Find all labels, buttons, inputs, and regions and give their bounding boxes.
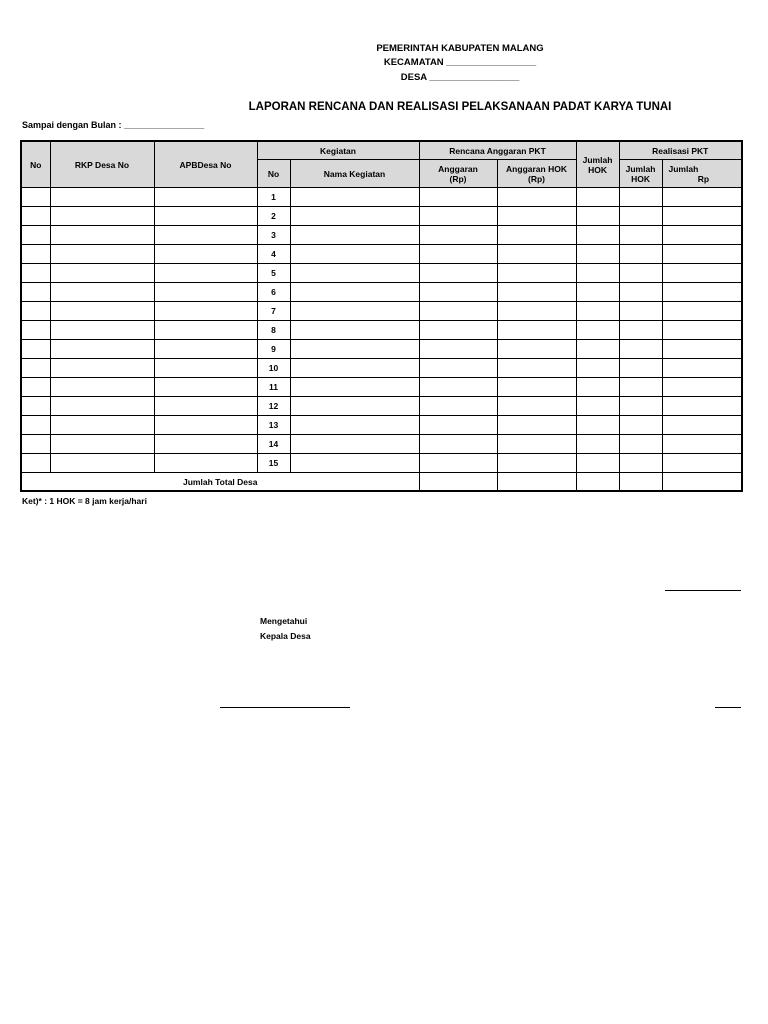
cell-rkp[interactable] [50, 378, 154, 397]
periode-label: Sampai dengan Bulan : ________________ [22, 120, 205, 130]
report-table [20, 140, 743, 492]
cell-kegiatan-no: 14 [257, 435, 290, 454]
cell-kegiatan-no: 13 [257, 416, 290, 435]
cell-anggaran[interactable] [419, 435, 497, 454]
cell-no[interactable] [21, 245, 50, 264]
cell-jumlah-hok[interactable] [576, 416, 619, 435]
table-row [21, 454, 742, 473]
cell-no[interactable] [21, 226, 50, 245]
cell-anggaran[interactable] [419, 302, 497, 321]
cell-apbdesa[interactable] [154, 283, 257, 302]
total-cell-jumlah-hok[interactable] [576, 473, 619, 492]
table-row [21, 207, 742, 226]
cell-rkp[interactable] [50, 245, 154, 264]
cell-nama-kegiatan[interactable] [290, 302, 419, 321]
cell-real-hok[interactable] [619, 397, 662, 416]
cell-real-hok[interactable] [619, 188, 662, 207]
cell-anggaran[interactable] [419, 378, 497, 397]
cell-real-rp[interactable] [662, 264, 742, 283]
cell-rkp[interactable] [50, 435, 154, 454]
table-row [21, 416, 742, 435]
table-row [21, 226, 742, 245]
col-header-apbdesa: APBDesa No [154, 141, 257, 188]
cell-rkp[interactable] [50, 359, 154, 378]
col-header-rencana: Rencana Anggaran PKT [419, 141, 576, 160]
cell-apbdesa[interactable] [154, 264, 257, 283]
cell-apbdesa[interactable] [154, 207, 257, 226]
cell-nama-kegiatan[interactable] [290, 397, 419, 416]
cell-anggaran[interactable] [419, 454, 497, 473]
cell-anggaran-hok[interactable] [497, 188, 576, 207]
cell-real-rp[interactable] [662, 302, 742, 321]
cell-nama-kegiatan[interactable] [290, 435, 419, 454]
cell-real-rp[interactable] [662, 207, 742, 226]
cell-real-rp[interactable] [662, 435, 742, 454]
cell-real-hok[interactable] [619, 340, 662, 359]
cell-real-rp[interactable] [662, 454, 742, 473]
cell-kegiatan-no: 1 [257, 188, 290, 207]
date-signature-line [665, 590, 741, 591]
cell-real-hok[interactable] [619, 378, 662, 397]
cell-no[interactable] [21, 359, 50, 378]
total-cell-anggaran[interactable] [419, 473, 497, 492]
cell-no[interactable] [21, 416, 50, 435]
col-header-real-rp-label: Rp [697, 173, 710, 184]
cell-kegiatan-no: 4 [257, 245, 290, 264]
cell-nama-kegiatan[interactable] [290, 245, 419, 264]
cell-rkp[interactable] [50, 340, 154, 359]
cell-apbdesa[interactable] [154, 397, 257, 416]
cell-kegiatan-no: 6 [257, 283, 290, 302]
cell-jumlah-hok[interactable] [576, 321, 619, 340]
cell-rkp[interactable] [50, 283, 154, 302]
cell-real-rp[interactable] [662, 188, 742, 207]
total-cell-anggaran-hok[interactable] [497, 473, 576, 492]
cell-real-rp[interactable] [662, 359, 742, 378]
cell-real-rp[interactable] [662, 226, 742, 245]
cell-real-rp[interactable] [662, 321, 742, 340]
cell-anggaran-hok[interactable] [497, 302, 576, 321]
cell-anggaran-hok[interactable] [497, 226, 576, 245]
cell-nama-kegiatan[interactable] [290, 188, 419, 207]
cell-jumlah-hok[interactable] [576, 454, 619, 473]
cell-anggaran-hok[interactable] [497, 207, 576, 226]
cell-real-hok[interactable] [619, 264, 662, 283]
cell-anggaran-hok[interactable] [497, 321, 576, 340]
table-row [21, 359, 742, 378]
cell-real-rp[interactable] [662, 283, 742, 302]
cell-real-hok[interactable] [619, 226, 662, 245]
cell-anggaran[interactable] [419, 245, 497, 264]
cell-rkp[interactable] [50, 207, 154, 226]
keterangan-note: Ket)* : 1 HOK = 8 jam kerja/hari [22, 496, 147, 506]
cell-real-rp[interactable] [662, 416, 742, 435]
table-row [21, 397, 742, 416]
total-cell-real-rp[interactable] [662, 473, 742, 492]
cell-kegiatan-no: 12 [257, 397, 290, 416]
cell-anggaran-hok[interactable] [497, 416, 576, 435]
cell-real-hok[interactable] [619, 245, 662, 264]
cell-anggaran[interactable] [419, 264, 497, 283]
cell-anggaran[interactable] [419, 416, 497, 435]
cell-no[interactable] [21, 340, 50, 359]
total-label: Jumlah Total Desa [21, 473, 419, 492]
col-header-real-jumlah-rp [662, 160, 742, 188]
cell-apbdesa[interactable] [154, 226, 257, 245]
cell-jumlah-hok[interactable] [576, 378, 619, 397]
report-title: LAPORAN RENCANA DAN REALISASI PELAKSANAAN PADAT KARYA TUNAI [248, 101, 672, 113]
table-row [21, 245, 742, 264]
cell-kegiatan-no: 10 [257, 359, 290, 378]
cell-anggaran-hok[interactable] [497, 359, 576, 378]
cell-jumlah-hok[interactable] [576, 397, 619, 416]
cell-anggaran[interactable] [419, 283, 497, 302]
cell-no[interactable] [21, 454, 50, 473]
cell-anggaran[interactable] [419, 207, 497, 226]
cell-kegiatan-no: 7 [257, 302, 290, 321]
cell-nama-kegiatan[interactable] [290, 340, 419, 359]
col-header-kegiatan-no: No [257, 160, 290, 188]
cell-apbdesa[interactable] [154, 454, 257, 473]
table-row [21, 264, 742, 283]
cell-anggaran[interactable] [419, 359, 497, 378]
table-row [21, 321, 742, 340]
cell-jumlah-hok[interactable] [576, 207, 619, 226]
col-header-kegiatan: Kegiatan [257, 141, 419, 160]
right-signature-line [715, 707, 741, 708]
col-header-no: No [21, 141, 50, 188]
cell-real-rp[interactable] [662, 397, 742, 416]
cell-rkp[interactable] [50, 416, 154, 435]
cell-rkp[interactable] [50, 264, 154, 283]
cell-real-rp[interactable] [662, 340, 742, 359]
cell-no[interactable] [21, 207, 50, 226]
cell-kegiatan-no: 9 [257, 340, 290, 359]
cell-kegiatan-no: 11 [257, 378, 290, 397]
cell-apbdesa[interactable] [154, 245, 257, 264]
cell-apbdesa[interactable] [154, 302, 257, 321]
table-row [21, 378, 742, 397]
cell-anggaran-hok[interactable] [497, 264, 576, 283]
cell-anggaran[interactable] [419, 226, 497, 245]
cell-rkp[interactable] [50, 397, 154, 416]
cell-apbdesa[interactable] [154, 188, 257, 207]
cell-anggaran-hok[interactable] [497, 397, 576, 416]
col-header-real-jumlah-hok: Jumlah HOK [619, 160, 662, 188]
cell-apbdesa[interactable] [154, 359, 257, 378]
cell-jumlah-hok[interactable] [576, 340, 619, 359]
cell-real-hok[interactable] [619, 283, 662, 302]
header-desa: DESA _________________ [400, 72, 520, 83]
col-header-jumlah-hok: Jumlah HOK [576, 141, 619, 188]
cell-nama-kegiatan[interactable] [290, 359, 419, 378]
cell-nama-kegiatan[interactable] [290, 207, 419, 226]
cell-anggaran-hok[interactable] [497, 340, 576, 359]
cell-jumlah-hok[interactable] [576, 226, 619, 245]
cell-nama-kegiatan[interactable] [290, 321, 419, 340]
cell-real-hok[interactable] [619, 435, 662, 454]
cell-anggaran-hok[interactable] [497, 435, 576, 454]
col-header-anggaran-hok: Anggaran HOK (Rp) [497, 160, 576, 188]
cell-real-hok[interactable] [619, 359, 662, 378]
table-row [21, 302, 742, 321]
cell-rkp[interactable] [50, 226, 154, 245]
cell-nama-kegiatan[interactable] [290, 454, 419, 473]
cell-kegiatan-no: 5 [257, 264, 290, 283]
cell-no[interactable] [21, 321, 50, 340]
col-header-anggaran: Anggaran (Rp) [419, 160, 497, 188]
cell-anggaran-hok[interactable] [497, 378, 576, 397]
cell-jumlah-hok[interactable] [576, 283, 619, 302]
cell-nama-kegiatan[interactable] [290, 226, 419, 245]
cell-jumlah-hok[interactable] [576, 359, 619, 378]
cell-anggaran[interactable] [419, 321, 497, 340]
col-header-realisasi: Realisasi PKT [619, 141, 742, 160]
col-header-real-jumlah-label: Jumlah [668, 163, 699, 174]
cell-real-hok[interactable] [619, 302, 662, 321]
table-row [21, 340, 742, 359]
total-cell-real-hok[interactable] [619, 473, 662, 492]
cell-real-hok[interactable] [619, 207, 662, 226]
cell-no[interactable] [21, 264, 50, 283]
cell-jumlah-hok[interactable] [576, 435, 619, 454]
cell-apbdesa[interactable] [154, 340, 257, 359]
cell-nama-kegiatan[interactable] [290, 378, 419, 397]
cell-apbdesa[interactable] [154, 378, 257, 397]
kepala-desa-label: Kepala Desa [260, 631, 311, 641]
cell-no[interactable] [21, 302, 50, 321]
cell-kegiatan-no: 15 [257, 454, 290, 473]
cell-no[interactable] [21, 378, 50, 397]
cell-anggaran[interactable] [419, 188, 497, 207]
cell-no[interactable] [21, 188, 50, 207]
cell-anggaran[interactable] [419, 397, 497, 416]
table-row [21, 188, 742, 207]
table-row [21, 283, 742, 302]
header-kecamatan: KECAMATAN _________________ [383, 57, 537, 68]
cell-jumlah-hok[interactable] [576, 302, 619, 321]
header-pemerintah: PEMERINTAH KABUPATEN MALANG [376, 43, 544, 54]
kepala-desa-signature-line [220, 707, 350, 708]
cell-real-hok[interactable] [619, 416, 662, 435]
cell-apbdesa[interactable] [154, 435, 257, 454]
cell-nama-kegiatan[interactable] [290, 416, 419, 435]
table-body [21, 188, 742, 473]
cell-anggaran-hok[interactable] [497, 454, 576, 473]
cell-nama-kegiatan[interactable] [290, 264, 419, 283]
cell-anggaran-hok[interactable] [497, 283, 576, 302]
col-header-rkp: RKP Desa No [50, 141, 154, 188]
cell-real-hok[interactable] [619, 454, 662, 473]
cell-kegiatan-no: 2 [257, 207, 290, 226]
cell-no[interactable] [21, 435, 50, 454]
cell-anggaran[interactable] [419, 340, 497, 359]
cell-real-rp[interactable] [662, 245, 742, 264]
cell-apbdesa[interactable] [154, 416, 257, 435]
cell-kegiatan-no: 8 [257, 321, 290, 340]
cell-rkp[interactable] [50, 454, 154, 473]
cell-rkp[interactable] [50, 321, 154, 340]
cell-jumlah-hok[interactable] [576, 264, 619, 283]
cell-rkp[interactable] [50, 188, 154, 207]
cell-apbdesa[interactable] [154, 321, 257, 340]
cell-real-rp[interactable] [662, 378, 742, 397]
cell-nama-kegiatan[interactable] [290, 283, 419, 302]
table-row [21, 435, 742, 454]
cell-real-hok[interactable] [619, 321, 662, 340]
col-header-nama-kegiatan: Nama Kegiatan [290, 160, 419, 188]
mengetahui-label: Mengetahui [260, 616, 308, 626]
cell-jumlah-hok[interactable] [576, 188, 619, 207]
cell-jumlah-hok[interactable] [576, 245, 619, 264]
cell-kegiatan-no: 3 [257, 226, 290, 245]
cell-anggaran-hok[interactable] [497, 245, 576, 264]
cell-no[interactable] [21, 283, 50, 302]
cell-rkp[interactable] [50, 302, 154, 321]
cell-no[interactable] [21, 397, 50, 416]
